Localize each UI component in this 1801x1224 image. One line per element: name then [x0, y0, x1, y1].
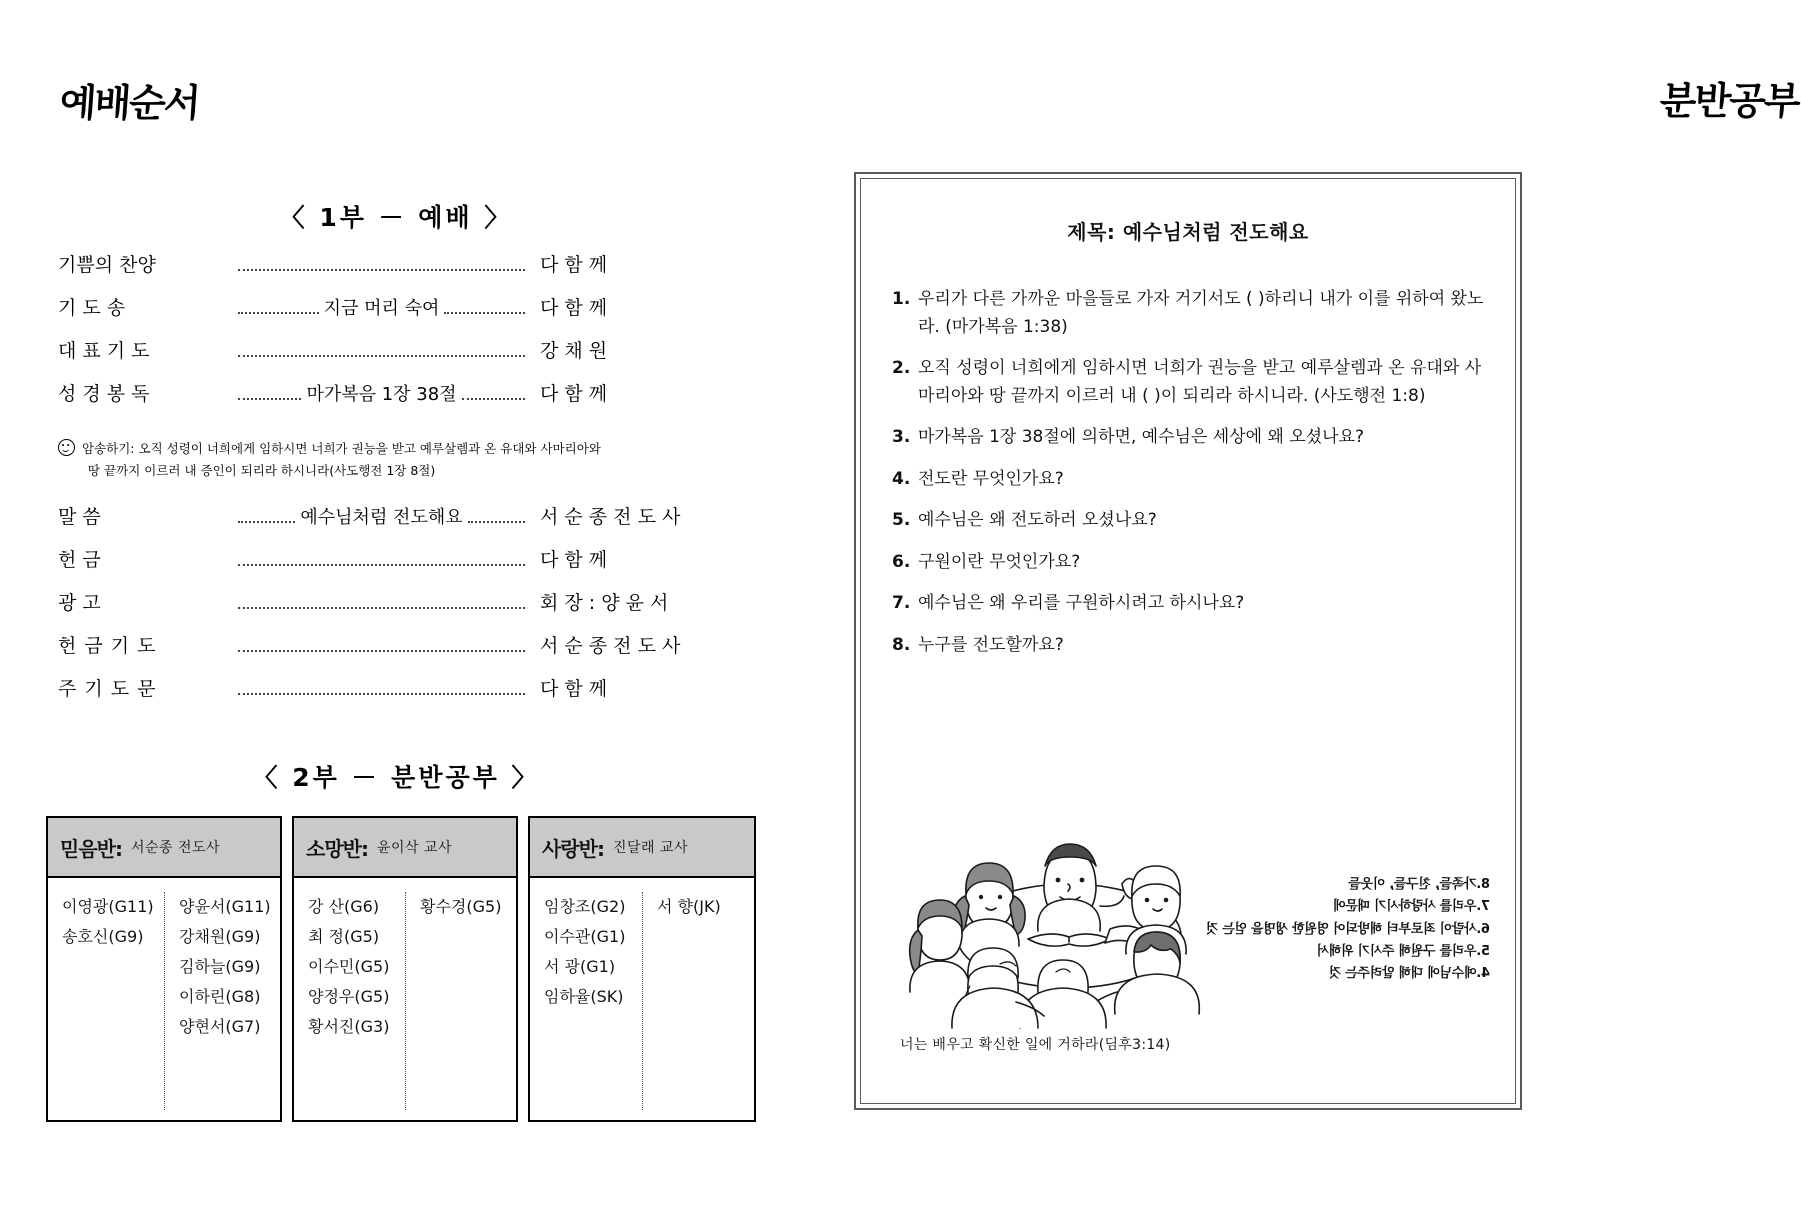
page-title-class-study: 분반공부 — [1658, 79, 1801, 123]
list-item: 양윤서(G11) — [179, 897, 271, 916]
order-leader-dots — [233, 606, 530, 615]
answer-line: 6.사람이 죄로부터 해방되어 영원한 생명을 얻는 것 — [1206, 921, 1490, 937]
class-header — [530, 818, 754, 878]
order-item-detail: 예수님처럼 전도해요 — [300, 507, 463, 528]
class-name: 믿음반: — [60, 836, 122, 861]
list-item: 이수민(G5) — [308, 957, 390, 976]
order-item-who: 서 순 종 전 도 사 — [540, 635, 681, 657]
question-text: 구원이란 무엇인가요? — [918, 551, 1081, 572]
order-item-name: 주 기 도 문 — [58, 678, 157, 700]
question-text: 우리가 다른 가까운 마을들로 가자 거기서도 ( )하리니 내가 이를 위하여 왔노라. (마가복음 1:38) — [918, 289, 1484, 337]
class-header — [48, 818, 280, 878]
order-item-name: 기 도 송 — [58, 297, 126, 319]
order-row — [58, 631, 736, 674]
order-row — [58, 293, 736, 336]
order-row — [58, 545, 736, 588]
member-sublist — [294, 892, 405, 1110]
memorize-line-2: 땅 끝까지 이르러 내 증인이 되리라 하시니라(사도행전 1장 8절) — [88, 462, 436, 478]
order-row — [58, 379, 736, 422]
order-leader-dots — [233, 294, 530, 320]
dot-leader — [238, 520, 295, 523]
class-header — [294, 818, 516, 878]
list-item: 서 향(JK) — [657, 897, 721, 916]
list-item: 황서진(G3) — [308, 1017, 390, 1036]
class-name: 소망반: — [306, 836, 368, 861]
list-item: 임하율(SK) — [544, 987, 624, 1006]
class-member-body — [48, 878, 280, 1120]
list-item: 이하린(G8) — [179, 987, 261, 1006]
order-leader-dots — [233, 268, 530, 277]
dot-leader — [238, 563, 525, 566]
question-list — [892, 286, 1492, 673]
section-heading-part2: 〈 2부 － 분반공부 〉 — [252, 763, 540, 792]
order-leader-dots — [233, 692, 530, 701]
list-item: 임창조(G2) — [544, 897, 626, 916]
dot-leader — [238, 354, 525, 357]
question-number: 2. — [892, 358, 911, 379]
question-number: 3. — [892, 427, 911, 448]
member-sublist — [164, 892, 280, 1110]
question-item — [892, 590, 1492, 618]
smiley-face-icon — [58, 439, 75, 456]
order-item-who: 다 함 께 — [540, 678, 608, 700]
left-page — [0, 0, 792, 1224]
order-row — [58, 502, 736, 545]
order-item-who: 다 함 께 — [540, 383, 608, 405]
question-text: 누구를 전도할까요? — [918, 634, 1064, 655]
member-sublist — [642, 892, 754, 1110]
class-roster-table — [46, 816, 746, 1122]
lesson-title: 제목: 예수님처럼 전도해요 — [1067, 220, 1309, 244]
order-leader-dots — [233, 649, 530, 658]
class-name: 사랑반: — [542, 836, 604, 861]
question-item — [892, 466, 1492, 494]
order-item-name: 헌 금 — [58, 549, 101, 571]
order-leader-dots — [233, 380, 530, 406]
list-item: 강 산(G6) — [308, 897, 380, 916]
question-item — [892, 424, 1492, 452]
class-column-faith — [46, 816, 282, 1122]
order-leader-dots — [233, 354, 530, 363]
dot-leader — [444, 311, 525, 314]
lesson-panel — [854, 172, 1522, 1110]
order-item-name: 헌 금 기 도 — [58, 635, 157, 657]
dot-leader — [238, 692, 525, 695]
dot-leader — [238, 606, 525, 609]
order-item-who: 회 장 : 양 윤 서 — [540, 592, 669, 614]
list-item: 송호신(G9) — [62, 927, 144, 946]
question-number: 7. — [892, 593, 911, 614]
dot-leader — [238, 268, 525, 271]
question-number: 8. — [892, 634, 911, 655]
order-item-name: 광 고 — [58, 592, 101, 614]
question-item — [892, 549, 1492, 577]
order-item-name: 성 경 봉 독 — [58, 383, 150, 405]
list-item: 황수경(G5) — [420, 897, 502, 916]
class-column-hope — [292, 816, 518, 1122]
dot-leader — [462, 397, 525, 400]
memorize-verse-note — [58, 438, 748, 482]
order-item-who: 다 함 께 — [540, 549, 608, 571]
question-item — [892, 355, 1492, 410]
answer-line: 5.우리를 구원해 주시기 위해서 — [1316, 944, 1490, 960]
section-heading-part1: 〈 1부 － 예배 〉 — [279, 203, 513, 232]
question-text: 오직 성령이 너희에게 임하시면 너희가 권능을 받고 예루살렘과 온 유대와 사마리아와 땅 끝까지 이르러 내 ( )이 되리라 하시니라. (사도행전 1:8) — [918, 358, 1482, 406]
illustration-caption: 너는 배우고 확신한 일에 거하라(딤후3:14) — [900, 1037, 1171, 1053]
worship-order-list-part1 — [58, 250, 736, 422]
order-row — [58, 250, 736, 293]
question-text: 예수님은 왜 전도하러 오셨나요? — [918, 510, 1157, 531]
order-item-who: 다 함 께 — [540, 297, 608, 319]
question-number: 5. — [892, 510, 911, 531]
question-text: 전도란 무엇인가요? — [918, 468, 1064, 489]
order-row — [58, 336, 736, 379]
order-item-who: 서 순 종 전 도 사 — [540, 506, 681, 528]
class-column-love — [528, 816, 756, 1122]
list-item: 김하늘(G9) — [179, 957, 261, 976]
order-item-name: 말 씀 — [58, 506, 101, 528]
class-teacher: 서순종 전도사 — [130, 840, 221, 856]
class-member-body — [294, 878, 516, 1120]
order-item-who: 강 채 원 — [540, 340, 608, 362]
class-teacher: 윤이삭 교사 — [376, 840, 453, 856]
worship-order-list-part1-continued — [58, 502, 736, 717]
order-leader-dots — [233, 563, 530, 572]
dot-leader — [468, 520, 525, 523]
list-item: 양정우(G5) — [308, 987, 390, 1006]
answer-line: 4.예수님에 대해 알려주는 것 — [1329, 966, 1490, 982]
order-item-who: 다 함 께 — [540, 254, 608, 276]
dot-leader — [238, 649, 525, 652]
class-teacher: 진달래 교사 — [612, 840, 689, 856]
list-item: 이수관(G1) — [544, 927, 626, 946]
right-page — [792, 0, 1801, 1224]
mirrored-answer-key — [1160, 874, 1490, 986]
list-item: 이영광(G11) — [62, 897, 154, 916]
question-text: 예수님은 왜 우리를 구원하시려고 하시나요? — [918, 593, 1245, 614]
order-item-name: 기쁨의 찬양 — [58, 254, 156, 276]
order-leader-dots — [233, 503, 530, 529]
order-item-name: 대 표 기 도 — [58, 340, 150, 362]
answer-line: 8.가족들, 친구들, 이웃들 — [1348, 877, 1490, 892]
question-item — [892, 507, 1492, 535]
list-item: 최 정(G5) — [308, 927, 380, 946]
order-item-detail: 마가복음 1장 38절 — [306, 384, 457, 405]
member-sublist — [530, 892, 642, 1110]
list-item: 강채원(G9) — [179, 927, 261, 946]
member-sublist — [405, 892, 516, 1110]
member-sublist — [48, 892, 164, 1110]
question-text: 마가복음 1장 38절에 의하면, 예수님은 세상에 왜 오셨나요? — [918, 427, 1364, 448]
list-item: 서 광(G1) — [544, 957, 616, 976]
question-number: 1. — [892, 289, 911, 309]
question-number: 6. — [892, 551, 911, 572]
class-member-body — [530, 878, 754, 1120]
question-item — [892, 286, 1492, 341]
answer-line: 7.우리를 사랑하시기 때문에 — [1333, 899, 1490, 915]
list-item: 양현서(G7) — [179, 1017, 261, 1036]
memorize-line-1: 오직 성령이 너희에게 임하시면 너희가 권능을 받고 예루살렘과 온 유대와 사마리아와 — [138, 441, 601, 456]
memorize-label: 암송하기: — [82, 441, 135, 456]
order-row — [58, 674, 736, 717]
dot-leader — [238, 397, 301, 400]
question-number: 4. — [892, 468, 911, 489]
order-row — [58, 588, 736, 631]
question-item — [892, 632, 1492, 660]
order-item-detail: 지금 머리 숙여 — [323, 298, 440, 319]
page-title-worship-order: 예배순서 — [58, 81, 201, 125]
dot-leader — [238, 311, 319, 314]
